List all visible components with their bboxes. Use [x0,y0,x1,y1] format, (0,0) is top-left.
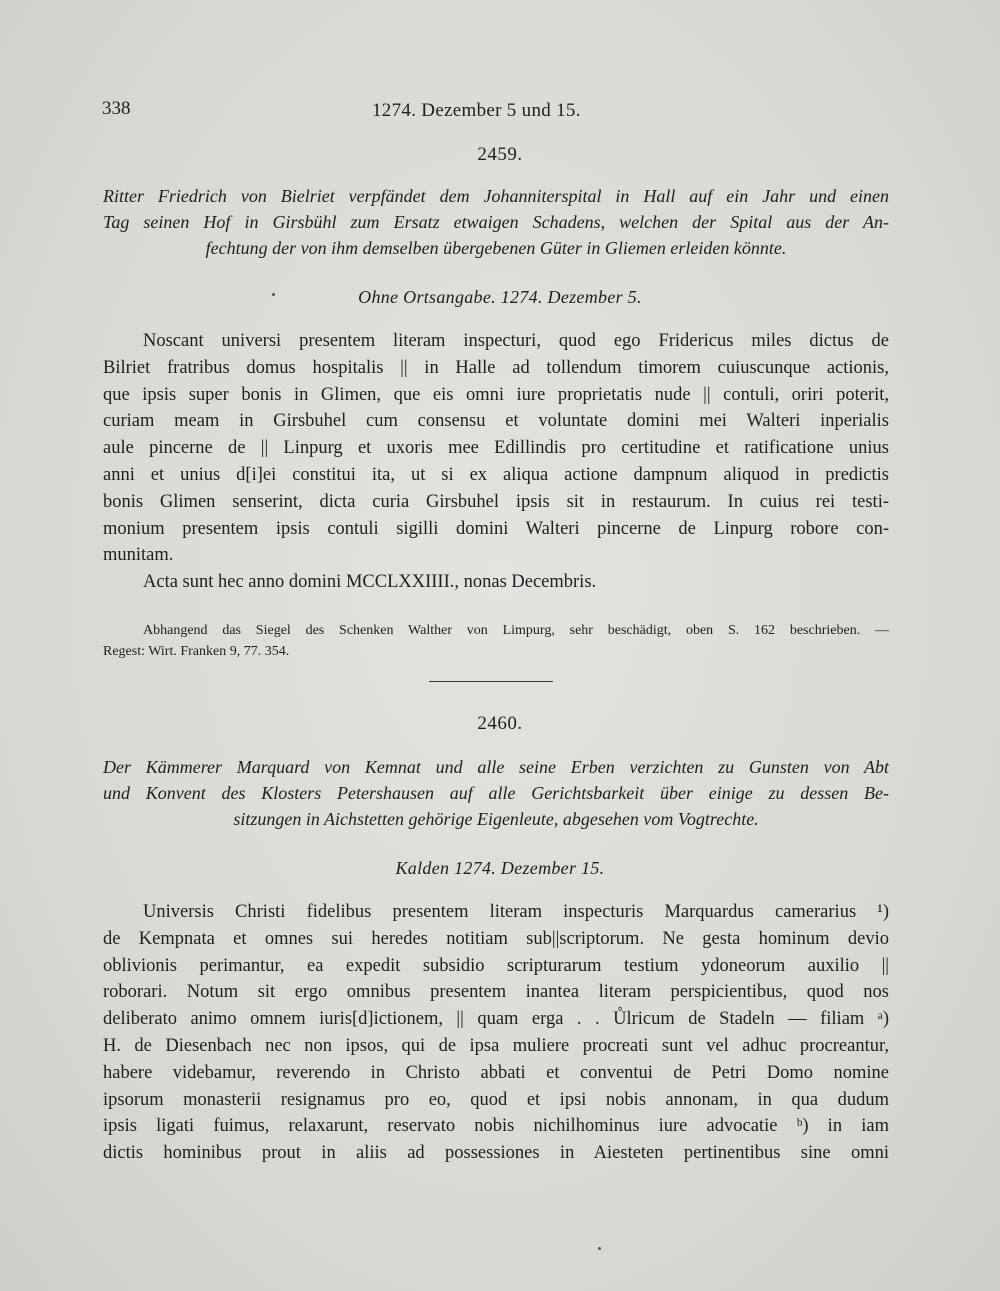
text-line: curiam meam in Girsbuhel cum consensu et voluntate domini mei Walteri inperialis [103,411,889,432]
dating-2460: Kalden 1274. Dezember 15. [395,858,605,878]
regest-2460 [103,754,889,832]
paper-speck [598,1247,601,1250]
regest-line: Ritter Friedrich von Bielriet verpfändet dem Johanniterspital in Hall auf ein Jahr und einen [103,186,889,206]
text-line: de Kempnata et omnes sui heredes notitiam sub||scriptorum. Ne gesta hominum devio [103,928,889,949]
page-number: 338 [102,98,131,119]
page-header [102,98,882,128]
text-line: ipsorum monasterii resignamus pro eo, quod et ipsi nobis annonam, in qua dudum [103,1089,889,1110]
regest-line: Der Kämmerer Marquard von Kemnat und alle seine Erben verzichten zu Gunsten von Abt [103,757,889,777]
document-number-2460: 2460. [477,713,523,734]
text-line: aule pincerne de || Linpurg et uxoris mee Edillindis pro certitudine et ratificatione unius [103,438,889,459]
text-line: oblivionis perimantur, ea expedit subsidio scripturarum testium ydoneorum auxilio || [103,955,889,976]
text-line: H. de Diesenbach nec non ipsos, qui de ipsa muliere procreati sunt vel adhuc procreantur, [103,1035,889,1056]
closing-line: Acta sunt hec anno domini MCCLXXIIII., nonas Decembris. [143,572,597,593]
text-line: roborari. Notum sit ergo omnibus presentem inantea literam perspicientibus, quod nos [103,982,889,1003]
charter-text-2459 [103,328,889,596]
archival-note-2459 [103,620,889,662]
running-head: 1274. Dezember 5 und 15. [372,100,581,121]
regest-line: Tag seinen Hof in Girsbühl zum Ersatz etwaigen Schadens, welchen der Spital aus der An- [103,212,889,232]
regest-line: fechtung der von ihm demselben übergebenen Güter in Gliemen erleiden könnte. [205,238,787,258]
note-line: Regest: Wirt. Franken 9, 77. 354. [103,644,290,659]
text-line: dictis hominibus prout in aliis ad possessiones in Aiesteten pertinentibus sine omni [103,1143,889,1164]
text-line: que ipsis super bonis in Glimen, que eis omni iure proprietatis nude || contuli, oriri poterit, [103,384,889,405]
regest-line: sitzungen in Aichstetten gehörige Eigenleute, abgesehen vom Vogtrechte. [233,809,759,829]
text-line: anni et unius d[i]ei constitui ita, ut si ex aliqua actione dampnum aliquod in predictis [103,464,889,485]
text-line: Bilriet fratribus domus hospitalis || in Halle ad tollendum timorem cuiuscunque actionis, [103,357,889,378]
text-line: habere videbamur, reverendo in Christo abbati et conventui de Petri Domo nomine [103,1062,889,1083]
text-line: Universis Christi fidelibus presentem literam inspecturis Marquardus camerarius ¹) [143,902,889,922]
dating-2459: Ohne Ortsangabe. 1274. Dezember 5. [358,287,642,307]
regest-line: und Konvent des Klosters Petershausen auf alle Gerichtsbarkeit über einige zu dessen Be- [103,783,889,803]
text-line: Noscant universi presentem literam inspecturi, quod ego Fridericus miles dictus de [143,331,889,351]
text-line: ipsis ligati fuimus, relaxarunt, reservato nobis nichilhominus iure advocatie ᵇ) in iam [103,1116,889,1137]
paper-speck [272,293,275,296]
section-divider [429,681,553,682]
note-line: Abhangend das Siegel des Schenken Walther von Limpurg, sehr beschädigt, oben S. 162 beschrieben. — [143,623,889,638]
document-number-2459: 2459. [477,144,523,165]
text-line: bonis Glimen senserint, dicta curia Girsbuhel ipsis sit in restaurum. In cuius rei testi- [103,491,889,512]
charter-text-2460 [103,899,889,1167]
text-line: deliberato animo omnem iuris[d]ictionem, || quam erga . . Ůlricum de Stadeln — filiam ᵃ) [103,1009,889,1030]
text-line: monium presentem ipsis contuli sigilli domini Walteri pincerne de Linpurg robore con- [103,518,889,539]
text-line: munitam. [103,545,174,566]
regest-2459 [103,183,889,261]
